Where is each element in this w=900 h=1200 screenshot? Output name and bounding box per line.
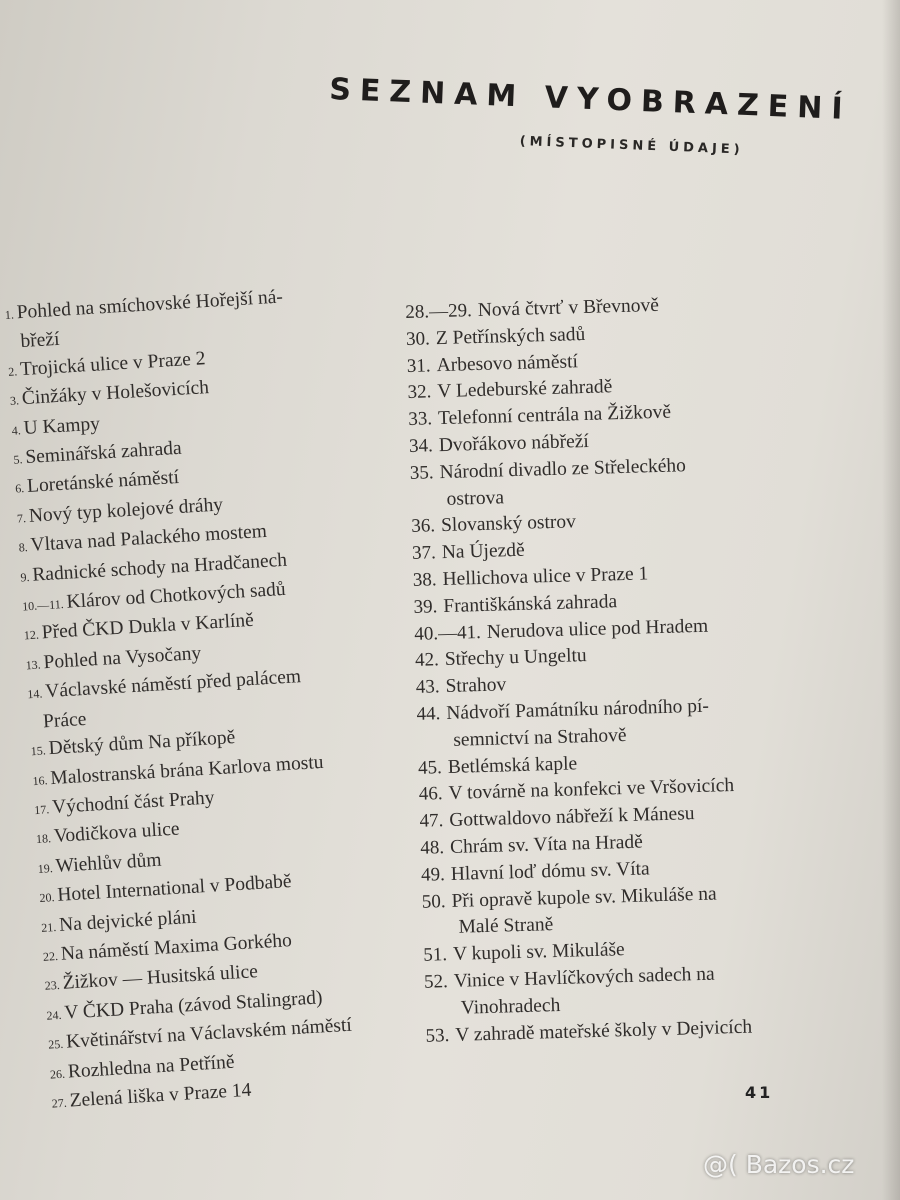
list-item [416,693,744,756]
item-number: 34. [408,435,434,457]
item-caption: Seminářská zahrada [24,437,183,469]
item-caption: Střechy u Ungeltu [444,645,587,671]
item-number: 8. [18,540,29,555]
item-number: 42. [414,649,440,672]
item-caption: Klárov od Chotkových sadů [65,578,287,613]
item-caption: Na Újezdě [441,539,525,564]
item-number: 16. [32,772,48,788]
list-item [409,452,737,515]
item-number: 53. [425,1024,450,1047]
item-number: 1. [4,307,15,322]
item-number: 18. [35,831,52,847]
item-caption: Telefonní centrála na Žižkově [437,401,672,430]
item-caption: Před ČKD Dukla v Karlíně [41,610,255,644]
item-number: 50. [421,890,446,913]
item-caption: Františkánská zahrada [443,590,618,617]
item-number: 39. [413,595,438,618]
item-caption: Wiehlův dům [55,849,163,877]
item-caption: Václavské náměstí před palácem [44,666,302,703]
item-caption: Pohled na smíchovské Hořejší ná- [16,286,284,324]
item-caption: Dvořákovo nábřeží [438,430,590,457]
item-caption: Arbesovo náměstí [436,350,579,376]
item-number: 47. [419,810,444,832]
page-subtitle: (MÍSTOPISNÉ ÚDAJE) [519,134,744,158]
item-number: 36. [411,515,436,538]
item-number: 14. [27,686,43,702]
item-number: 15. [30,743,47,759]
item-number: 12. [23,627,40,643]
page-title: SEZNAM VYOBRAZENÍ [328,72,853,128]
item-caption: Nádvoří Památníku národního pí- [446,695,710,724]
item-caption: Hlavní loď dómu sv. Víta [450,858,650,885]
item-caption: V ČKD Praha (závod Stalingrad) [63,987,324,1024]
item-number: 4. [11,422,22,438]
item-caption: Betlémská kaple [447,752,578,778]
item-number: 27. [51,1095,68,1111]
item-number: 23. [44,978,61,994]
item-caption: Vinice v Havlíčkových sadech na [453,963,715,992]
item-number: 35. [409,462,434,484]
item-number: 30. [405,328,431,350]
item-caption: Na dejvické pláni [58,906,198,936]
item-number: 13. [25,657,42,673]
item-number: 20. [39,890,55,906]
item-caption: Národní divadlo ze Střeleckého [439,455,687,483]
item-caption-continuation: břeží [19,329,61,353]
item-number: 46. [418,783,443,806]
item-number: 44. [416,703,441,725]
item-caption: Loretánské náměstí [26,467,180,498]
item-number: 19. [37,860,54,876]
item-caption: Gottwaldovo nábřeží k Mánesu [449,803,695,832]
page-number: 41 [745,1083,774,1102]
item-caption: Vodičkova ulice [53,818,181,848]
item-caption: V Ledeburské zahradě [437,376,613,403]
item-caption-continuation: ostrova [446,486,505,510]
item-caption: Nový typ kolejové dráhy [28,494,224,527]
item-number: 5. [13,452,23,467]
list-item [424,961,752,1024]
item-number: 7. [16,510,27,526]
item-number: 52. [423,970,449,993]
item-number: 43. [415,676,440,699]
item-number: 17. [33,802,50,817]
item-caption: V zahradě mateřské školy v Dejvicích [454,1016,753,1046]
item-number: 33. [408,408,433,431]
item-number: 49. [420,863,446,886]
item-caption: Radnické schody na Hradčanech [31,549,288,586]
item-caption: U Kampy [23,413,101,439]
item-caption: Činžáky v Holešovicích [21,377,210,410]
item-caption: Žižkov — Husitská ulice [62,961,259,995]
item-caption: Zelená liška v Praze 14 [68,1079,252,1112]
item-number: 22. [42,948,59,964]
item-caption: Východní část Prahy [51,787,215,818]
list-item [421,880,749,943]
item-number: 6. [14,481,25,497]
item-number: 45. [417,756,443,779]
item-caption: Z Petřínských sadů [435,323,586,349]
item-caption-continuation: Vinohradech [460,994,561,1019]
item-number: 32. [407,381,432,404]
item-caption: Malostranská brána Karlova mostu [49,751,325,789]
item-caption: V kupoli sv. Mikuláše [452,939,625,966]
item-caption: Rozhledna na Petříně [67,1051,235,1083]
item-caption: Chrám sv. Víta na Hradě [449,831,644,858]
illustration-list-right [405,291,752,1050]
item-caption-continuation: Malé Straně [458,914,554,939]
item-number: 24. [46,1007,62,1023]
page-edge-shadow [882,0,900,1200]
item-number: 26. [49,1066,66,1082]
item-number: 2. [7,364,18,379]
item-number: 40.—41. [414,621,482,645]
item-number: 37. [411,542,437,565]
item-number: 31. [406,354,431,377]
item-number: 9. [20,569,30,585]
item-caption: Vltava nad Palackého mostem [29,521,268,557]
item-caption: Pohled na Vysočany [42,642,202,674]
item-number: 3. [9,393,20,409]
item-caption: Dětský dům Na příkopě [48,727,236,760]
item-number: 38. [412,569,437,591]
item-caption: Trojická ulice v Praze 2 [19,347,207,380]
item-number: 10.—11. [21,597,65,614]
item-caption-continuation: Práce [42,708,87,733]
item-number: 25. [47,1036,64,1052]
item-caption: Hellichova ulice v Praze 1 [442,563,649,591]
illustration-list-left [4,282,356,1118]
item-caption: Na náměstí Maxima Gorkého [60,930,293,965]
item-number: 51. [423,944,448,966]
item-caption-continuation: semnictví na Strahově [453,724,627,751]
item-caption: V továrně na konfekci ve Vršovicích [448,775,735,805]
item-caption: Strahov [445,674,507,698]
item-caption: Hotel International v Podbabě [56,871,293,906]
bazos-watermark: @( Bazos.cz [703,1150,855,1179]
item-caption: Květinářství na Václavském náměstí [65,1014,353,1053]
item-number: 28.—29. [405,300,473,323]
item-caption: Slovanský ostrov [440,511,577,537]
item-number: 21. [40,919,57,935]
item-caption: Nerudova ulice pod Hradem [486,615,709,643]
item-caption: Nová čtvrť v Břevnově [477,294,660,321]
item-number: 48. [420,837,445,859]
item-caption: Při opravě kupole sv. Mikuláše na [451,883,717,912]
